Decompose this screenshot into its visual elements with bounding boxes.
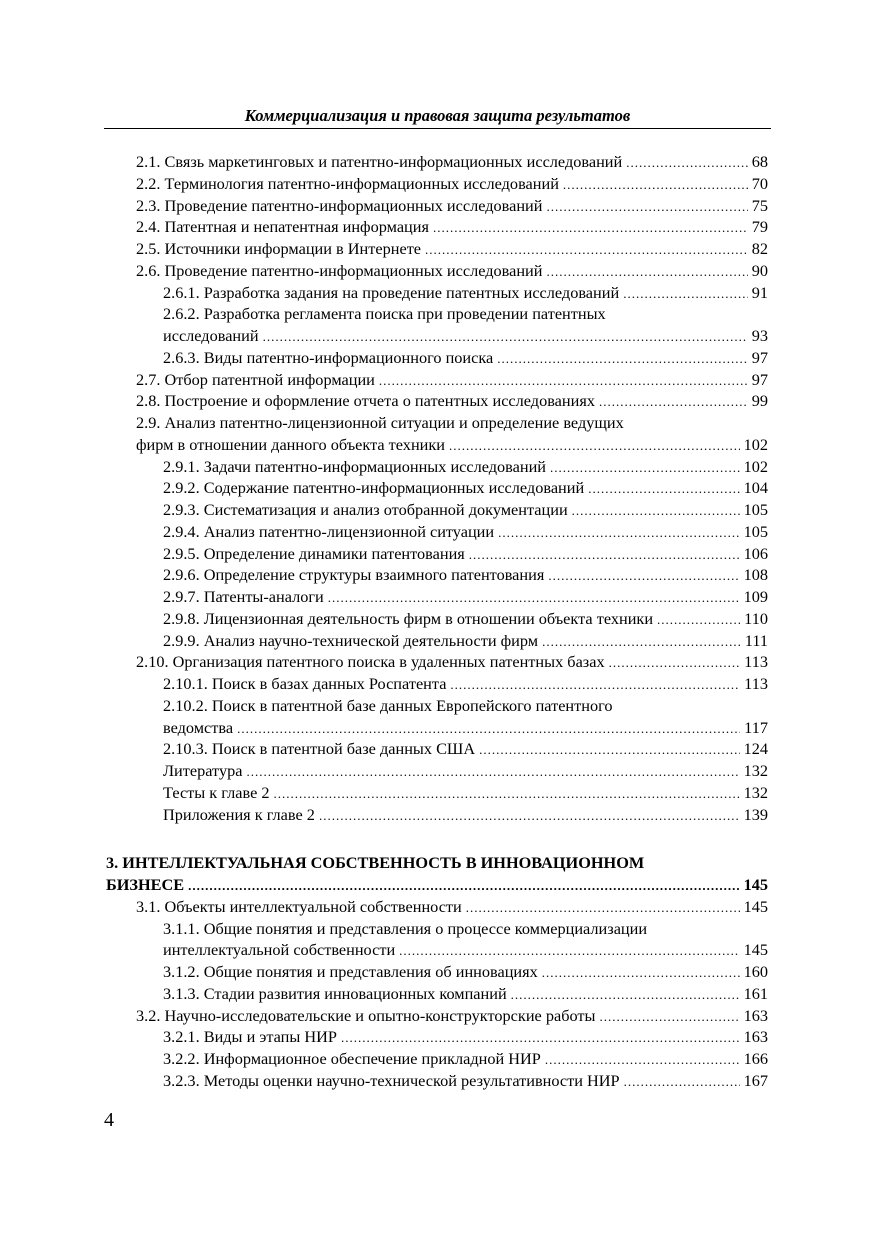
toc-entry[interactable] (0, 673, 876, 695)
toc-entry-title: 3.1.3. Стадии развития инновационных компаний (163, 983, 507, 1003)
toc-entry-title: 2.2. Терминология патентно-информационных исследований (136, 173, 559, 193)
toc-entry-title: 2.9.1. Задачи патентно-информационных исследований (163, 456, 547, 476)
toc-leader-dots (623, 283, 748, 304)
toc-entry[interactable] (0, 216, 876, 238)
toc-entry[interactable] (0, 282, 876, 304)
toc-entry-title: 2.9.5. Определение динамики патентования (163, 543, 465, 563)
toc-entry[interactable] (0, 1070, 876, 1092)
toc-entry-title: ведомства (163, 717, 234, 737)
toc-entry[interactable] (0, 1048, 876, 1070)
toc-page-number: 102 (743, 434, 768, 454)
toc-entry[interactable] (0, 918, 876, 940)
toc-leader-dots (624, 1071, 740, 1092)
toc-entry[interactable] (0, 477, 876, 499)
toc-entry-title: Литература (163, 761, 243, 780)
toc-page-number: 90 (751, 260, 768, 280)
toc-entry-title: 2.10.3. Поиск в патентной базе данных США (163, 739, 476, 759)
toc-page-number: 108 (743, 565, 768, 585)
toc-page-number: 160 (743, 962, 768, 981)
toc-entry-title: 2.1. Связь маркетинговых и патентно-информационных исследований (136, 152, 623, 171)
toc-entry-title: 3.2.2. Информационное обеспечение прикладной НИР (163, 1049, 541, 1068)
toc-leader-dots (599, 391, 748, 412)
toc-entry[interactable] (0, 630, 876, 652)
toc-entry[interactable] (0, 1005, 876, 1027)
toc-entry[interactable] (0, 695, 876, 717)
toc-page-number: 145 (743, 875, 768, 894)
toc-entry-title: 2.4. Патентная и непатентная информация (136, 217, 429, 237)
toc-entry[interactable] (0, 961, 876, 983)
toc-entry[interactable] (0, 738, 876, 760)
toc-entry[interactable] (0, 412, 876, 434)
toc-entry[interactable] (0, 456, 876, 478)
toc-entry[interactable] (0, 1026, 876, 1048)
running-header: Коммерциализация и правовая защита результатов (244, 106, 631, 125)
toc-page-number: 79 (751, 217, 768, 237)
toc-entry[interactable] (0, 325, 876, 347)
toc-leader-dots (449, 435, 740, 456)
toc-entry[interactable] (0, 983, 876, 1005)
toc-leader-dots (609, 652, 741, 673)
toc-entry[interactable] (0, 260, 876, 282)
toc-leader-dots (588, 478, 739, 499)
toc-leader-dots (572, 500, 740, 521)
toc-entry-title: фирм в отношении данного объекта техники (136, 434, 446, 454)
toc-entry-title: 2.10.1. Поиск в базах данных Роспатента (163, 674, 447, 693)
toc-leader-dots (328, 587, 740, 608)
toc-page-number: 93 (751, 326, 768, 345)
toc-entry-title: 2.9. Анализ патентно-лицензионной ситуации и определение ведущих (136, 413, 624, 432)
toc-page-number: 132 (743, 761, 768, 780)
toc-page-number: 104 (743, 478, 768, 498)
toc-leader-dots (469, 544, 740, 565)
toc-leader-dots (246, 761, 739, 782)
table-of-contents (0, 151, 876, 1092)
toc-leader-dots (188, 875, 739, 896)
toc-entry[interactable] (0, 586, 876, 608)
toc-entry[interactable] (0, 347, 876, 369)
toc-leader-dots (263, 326, 748, 347)
toc-leader-dots (545, 1049, 740, 1070)
toc-entry[interactable] (0, 852, 876, 874)
toc-entry-title: 3. ИНТЕЛЛЕКТУАЛЬНАЯ СОБСТВЕННОСТЬ В ИННОВАЦИОННОМ (106, 853, 645, 873)
toc-page-number: 167 (743, 1070, 768, 1090)
toc-leader-dots (546, 261, 747, 282)
toc-entry-title: 2.9.8. Лицензионная деятельность фирм в отношении объекта техники (163, 608, 654, 628)
toc-leader-dots (599, 1006, 739, 1027)
toc-page-number: 97 (751, 369, 768, 389)
toc-page-number: 132 (743, 782, 768, 802)
toc-page-number: 139 (743, 804, 768, 824)
toc-entry[interactable] (0, 717, 876, 739)
toc-entry-title: 3.1.1. Общие понятия и представления о процессе коммерциализации (163, 918, 648, 938)
toc-entry-title: 2.6.1. Разработка задания на проведение патентных исследований (163, 282, 620, 302)
toc-entry[interactable] (0, 896, 876, 918)
toc-page-number: 70 (751, 173, 768, 193)
header-rule (104, 128, 771, 129)
toc-leader-dots (479, 739, 739, 760)
toc-entry-title: БИЗНЕСЕ (106, 875, 185, 894)
toc-entry[interactable] (0, 874, 876, 896)
toc-entry-title: 2.9.3. Систематизация и анализ отобранной документации (163, 500, 568, 519)
toc-page-number: 124 (743, 739, 768, 759)
toc-page-number: 106 (743, 543, 768, 563)
toc-leader-dots (237, 718, 740, 739)
toc-entry-title: 3.2.1. Виды и этапы НИР (163, 1027, 337, 1047)
toc-leader-dots (498, 522, 739, 543)
toc-entry[interactable] (0, 804, 876, 826)
toc-page-number: 113 (744, 674, 768, 693)
toc-page-number: 105 (743, 500, 768, 519)
toc-leader-dots (450, 674, 740, 695)
toc-entry[interactable] (0, 608, 876, 630)
toc-entry-title: Тесты к главе 2 (163, 782, 270, 802)
toc-page-number: 117 (744, 717, 768, 737)
toc-page-number: 75 (751, 195, 768, 215)
toc-entry[interactable] (0, 939, 876, 961)
toc-entry-title: 2.6.2. Разработка регламента поиска при проведении патентных (163, 304, 606, 324)
toc-entry-title: 2.6.3. Виды патентно-информационного поиска (163, 347, 494, 367)
toc-page-number: 68 (751, 152, 768, 171)
toc-entry-title: 3.1. Объекты интеллектуальной собственности (136, 896, 462, 916)
toc-entry[interactable] (0, 521, 876, 543)
toc-entry-title: 2.5. Источники информации в Интернете (136, 239, 422, 258)
toc-entry[interactable] (0, 173, 876, 195)
toc-entry-title: 3.2.3. Методы оценки научно-технической результативности НИР (163, 1070, 620, 1090)
toc-page-number: 145 (743, 940, 768, 960)
toc-entry-title: 2.8. Построение и оформление отчета о патентных исследованиях (136, 391, 595, 411)
toc-page-number: 111 (744, 630, 768, 650)
toc-leader-dots (379, 370, 748, 391)
page-number: 4 (104, 1109, 114, 1131)
toc-entry-title: 2.10.2. Поиск в патентной базе данных Европейского патентного (163, 695, 613, 715)
toc-leader-dots (341, 1027, 740, 1048)
toc-entry-title: 2.9.4. Анализ патентно-лицензионной ситуации (163, 521, 495, 541)
toc-page-number: 163 (743, 1027, 768, 1047)
toc-page-number: 145 (743, 896, 768, 916)
toc-leader-dots (399, 940, 739, 961)
toc-entry-title: 3.1.2. Общие понятия и представления об инновациях (163, 962, 538, 981)
toc-page-number: 110 (744, 608, 768, 628)
toc-entry[interactable] (0, 564, 876, 586)
toc-page-number: 113 (744, 652, 768, 672)
toc-entry[interactable] (0, 303, 876, 325)
toc-leader-dots (546, 196, 747, 217)
toc-leader-dots (319, 805, 740, 826)
toc-entry[interactable] (0, 543, 876, 565)
section-gap (0, 825, 876, 852)
toc-page-number: 82 (751, 239, 768, 258)
toc-entry-title: 2.9.2. Содержание патентно-информационных исследований (163, 478, 585, 498)
toc-entry[interactable] (0, 760, 876, 782)
toc-page-number: 91 (751, 282, 768, 302)
toc-entry[interactable] (0, 499, 876, 521)
toc-entry-title: 2.6. Проведение патентно-информационных исследований (136, 260, 543, 280)
toc-page-number: 99 (751, 391, 768, 411)
toc-leader-dots (274, 783, 740, 804)
toc-entry-title: 2.7. Отбор патентной информации (136, 369, 375, 389)
toc-entry[interactable] (0, 151, 876, 173)
toc-entry[interactable] (0, 369, 876, 391)
toc-leader-dots (497, 348, 747, 369)
toc-page-number: 105 (743, 521, 768, 541)
toc-page-number: 166 (743, 1049, 768, 1068)
toc-leader-dots (433, 217, 748, 238)
toc-leader-dots (542, 962, 740, 983)
toc-page-number: 102 (743, 456, 768, 476)
toc-page-number: 97 (751, 347, 768, 367)
toc-leader-dots (657, 609, 740, 630)
toc-entry-title: 2.9.9. Анализ научно-технической деятельности фирм (163, 630, 539, 650)
toc-entry[interactable] (0, 782, 876, 804)
toc-entry-title: интеллектуальной собственности (163, 940, 396, 960)
toc-entry[interactable] (0, 390, 876, 412)
toc-entry-title: 2.3. Проведение патентно-информационных исследований (136, 195, 543, 215)
toc-leader-dots (548, 565, 739, 586)
toc-entry-title: 2.10. Организация патентного поиска в удаленных патентных базах (136, 652, 605, 672)
toc-page-number: 163 (743, 1005, 768, 1025)
toc-leader-dots (550, 457, 740, 478)
toc-leader-dots (626, 152, 748, 173)
toc-leader-dots (563, 174, 748, 195)
toc-page-number: 109 (743, 587, 768, 606)
toc-entry-title: 3.2. Научно-исследовательские и опытно-конструкторские работы (136, 1005, 596, 1025)
toc-leader-dots (425, 239, 748, 260)
toc-entry-title: 2.9.6. Определение структуры взаимного патентования (163, 565, 545, 585)
toc-entry[interactable] (0, 434, 876, 456)
toc-leader-dots (511, 984, 740, 1005)
toc-leader-dots (466, 897, 740, 918)
toc-page-number: 161 (743, 983, 768, 1003)
toc-entry[interactable] (0, 651, 876, 673)
toc-entry[interactable] (0, 195, 876, 217)
toc-entry-title: Приложения к главе 2 (163, 804, 315, 824)
toc-entry[interactable] (0, 238, 876, 260)
toc-leader-dots (542, 631, 741, 652)
toc-entry-title: 2.9.7. Патенты-аналоги (163, 587, 324, 606)
toc-entry-title: исследований (163, 326, 259, 345)
